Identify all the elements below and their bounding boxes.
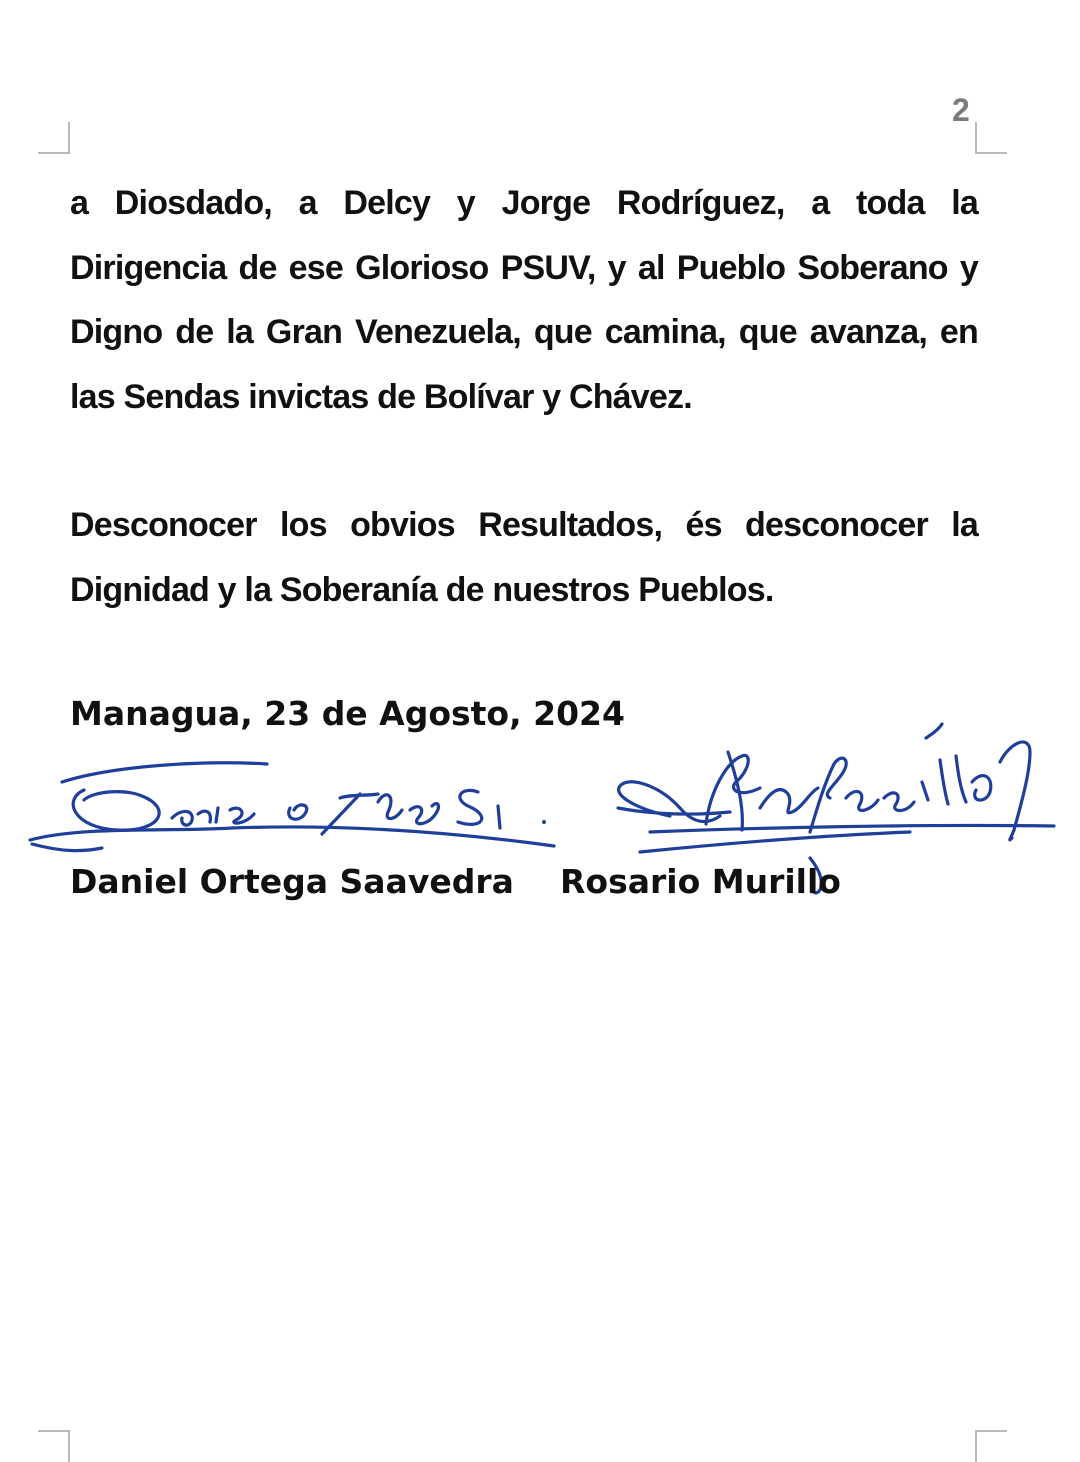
crop-mark-bottom-left: [38, 1430, 70, 1462]
crop-mark-bottom-right: [975, 1430, 1007, 1462]
body-paragraph-2: Desconocer los obvios Resultados, és desconocer la Dignidad y la Soberanía de nuestros Pueblos.: [70, 506, 978, 609]
place-date: Managua, 23 de Agosto, 2024: [70, 694, 625, 733]
crop-mark-top-left: [38, 122, 70, 154]
signatory-name-1: Daniel Ortega Saavedra: [70, 862, 514, 901]
signature-daniel-ortega: [22, 748, 567, 858]
body-paragraph-1: a Diosdado, a Delcy y Jorge Rodríguez, a toda la Dirigencia de ese Glorioso PSUV, y al Pueblo Soberano y Digno de la Gran Venezuela, que camina, que avanza, en las Sendas invictas de Bolívar y Chávez.: [70, 184, 978, 416]
signatory-name-2: Rosario Murillo: [560, 862, 841, 901]
crop-mark-top-right: [975, 122, 1007, 154]
page-number: 2: [952, 92, 970, 128]
